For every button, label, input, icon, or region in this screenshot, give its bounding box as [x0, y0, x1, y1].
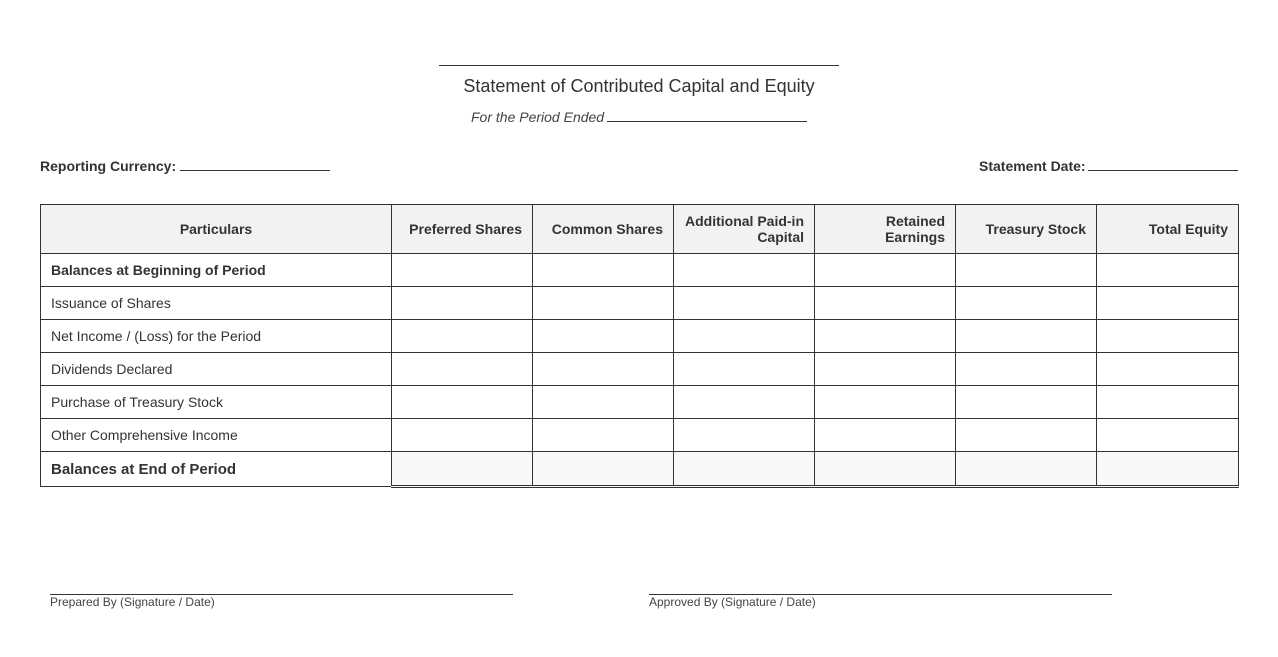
- amount-cell[interactable]: [956, 353, 1097, 386]
- equity-statement-table: [40, 204, 1239, 488]
- company-name-line: [439, 65, 839, 66]
- row-label: Balances at End of Period: [41, 452, 392, 487]
- total-cell[interactable]: [392, 452, 533, 487]
- column-header-treasury-stock: Treasury Stock: [956, 205, 1097, 254]
- amount-cell[interactable]: [956, 419, 1097, 452]
- amount-cell[interactable]: [815, 386, 956, 419]
- column-header-total-equity: Total Equity: [1097, 205, 1239, 254]
- column-header-retained-earnings: Retained Earnings: [815, 205, 956, 254]
- amount-cell[interactable]: [1097, 419, 1239, 452]
- amount-cell[interactable]: [533, 419, 674, 452]
- amount-cell[interactable]: [533, 287, 674, 320]
- row-label: Issuance of Shares: [41, 287, 392, 320]
- amount-cell[interactable]: [815, 287, 956, 320]
- amount-cell[interactable]: [815, 320, 956, 353]
- amount-cell[interactable]: [956, 386, 1097, 419]
- amount-cell[interactable]: [392, 254, 533, 287]
- amount-cell[interactable]: [674, 287, 815, 320]
- amount-cell[interactable]: [533, 254, 674, 287]
- amount-cell[interactable]: [533, 353, 674, 386]
- amount-cell[interactable]: [533, 320, 674, 353]
- amount-cell[interactable]: [392, 320, 533, 353]
- amount-cell[interactable]: [956, 287, 1097, 320]
- amount-cell[interactable]: [392, 353, 533, 386]
- table-row: [41, 320, 1239, 353]
- total-cell[interactable]: [533, 452, 674, 487]
- table-row: [41, 386, 1239, 419]
- reporting-currency-label: Reporting Currency:: [40, 158, 177, 174]
- table-row: [41, 254, 1239, 287]
- amount-cell[interactable]: [1097, 287, 1239, 320]
- reporting-currency-blank: [180, 170, 330, 171]
- amount-cell[interactable]: [392, 386, 533, 419]
- amount-cell[interactable]: [1097, 320, 1239, 353]
- table-header-row: [41, 205, 1239, 254]
- total-row: [41, 452, 1239, 487]
- amount-cell[interactable]: [815, 419, 956, 452]
- amount-cell[interactable]: [674, 386, 815, 419]
- total-cell[interactable]: [815, 452, 956, 487]
- column-header-particulars: Particulars: [41, 205, 392, 254]
- prepared-by-label: Prepared By (Signature / Date): [50, 595, 215, 609]
- table-row: [41, 419, 1239, 452]
- amount-cell[interactable]: [674, 353, 815, 386]
- amount-cell[interactable]: [1097, 386, 1239, 419]
- row-label: Dividends Declared: [41, 353, 392, 386]
- amount-cell[interactable]: [392, 419, 533, 452]
- amount-cell[interactable]: [1097, 254, 1239, 287]
- column-header-preferred-shares: Preferred Shares: [392, 205, 533, 254]
- row-label: Net Income / (Loss) for the Period: [41, 320, 392, 353]
- total-cell[interactable]: [674, 452, 815, 487]
- amount-cell[interactable]: [1097, 353, 1239, 386]
- column-header-common-shares: Common Shares: [533, 205, 674, 254]
- period-ended-label: For the Period Ended: [471, 109, 605, 125]
- row-label: Other Comprehensive Income: [41, 419, 392, 452]
- amount-cell[interactable]: [815, 254, 956, 287]
- statement-title: Statement of Contributed Capital and Equity: [463, 76, 815, 96]
- period-ended-blank: [607, 121, 807, 122]
- total-cell[interactable]: [1097, 452, 1239, 487]
- amount-cell[interactable]: [533, 386, 674, 419]
- row-label: Balances at Beginning of Period: [41, 254, 392, 287]
- column-header-additional-paid-in-capital: Additional Paid-in Capital: [674, 205, 815, 254]
- table-row: [41, 287, 1239, 320]
- total-cell[interactable]: [956, 452, 1097, 487]
- statement-date-blank: [1088, 170, 1238, 171]
- amount-cell[interactable]: [674, 254, 815, 287]
- amount-cell[interactable]: [956, 320, 1097, 353]
- row-label: Purchase of Treasury Stock: [41, 386, 392, 419]
- statement-date-label: Statement Date:: [979, 158, 1086, 174]
- amount-cell[interactable]: [674, 419, 815, 452]
- amount-cell[interactable]: [956, 254, 1097, 287]
- approved-by-label: Approved By (Signature / Date): [649, 595, 816, 609]
- amount-cell[interactable]: [674, 320, 815, 353]
- amount-cell[interactable]: [392, 287, 533, 320]
- table-row: [41, 353, 1239, 386]
- amount-cell[interactable]: [815, 353, 956, 386]
